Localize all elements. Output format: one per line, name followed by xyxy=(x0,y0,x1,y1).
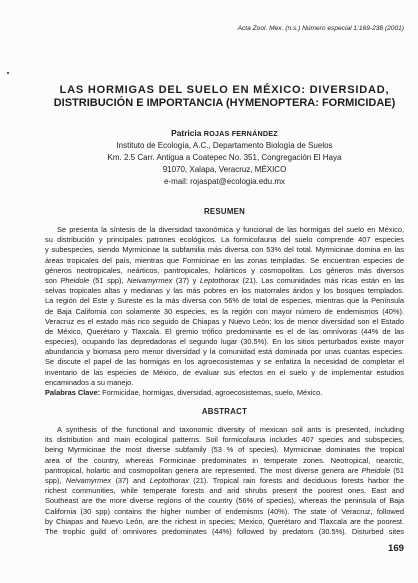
line-text: de México, Querétaro y Tlaxcala. El gremio trófico predominante es el de las omnívoras (44% de las xyxy=(45,326,404,336)
article-title xyxy=(45,84,404,110)
genus-name: Neivamyrmex xyxy=(65,475,112,485)
resumen-line xyxy=(45,296,404,306)
resumen-line xyxy=(45,378,404,388)
line-text: de Baja California con solamente 30 especies, es la región con mayor número de endemismos (40%). xyxy=(45,306,404,316)
author-given-name: Patricia xyxy=(171,128,202,138)
line-text: Se discute el papel de las hormigas en los agroecosistemas y se enfatiza la necesidad de completar el xyxy=(45,357,404,367)
genus-name: Pheidole xyxy=(361,465,391,475)
genus-name: Leptothorax xyxy=(199,275,239,285)
genus-name: Pheidole xyxy=(60,275,90,285)
line-text: spp), xyxy=(45,475,66,485)
resumen-line xyxy=(45,347,404,357)
abstract-line xyxy=(45,486,404,496)
resumen-heading: RESUMEN xyxy=(203,207,246,216)
resumen-line xyxy=(45,286,404,296)
keywords-label: Palabras Clave: xyxy=(45,388,101,397)
abstract-line xyxy=(45,456,404,466)
abstract-line xyxy=(45,466,404,476)
genus-name: Leptothorax xyxy=(149,475,189,485)
line-text: pantropical, holartic and cosmopolitan genera are represented. The most diverse genera are xyxy=(45,465,362,475)
title-line: DISTRIBUCIÓN E IMPORTANCIA (HYMENOPTERA: FORMICIDAE) xyxy=(53,97,396,109)
resumen-line xyxy=(45,256,404,266)
resumen-line xyxy=(45,225,404,235)
line-text: su distribución y principales patrones ecológicos. La formicofauna del suelo comprende 407 especies xyxy=(45,235,404,245)
address-street: Km. 2.5 Carr. Antigua a Coatepec No. 351, Congregación El Haya xyxy=(107,153,342,162)
line-text: selvas tropicales altas y medianas y las más pobres en los matorrales áridos y los bosques templados. xyxy=(45,286,404,296)
author-line xyxy=(45,128,404,138)
line-text: (21). Las comunidades más ricas están en las xyxy=(238,275,404,285)
line-text: encaminados a su manejo. xyxy=(45,377,134,387)
affiliation xyxy=(45,140,404,188)
abstract-line xyxy=(45,445,404,455)
abstract-line xyxy=(45,476,404,486)
line-text: La región del Este y Sureste es la más diversa con 56% de total de especies, mientras que la Península xyxy=(45,296,404,306)
resumen-line xyxy=(45,317,404,327)
resumen-line xyxy=(45,357,404,367)
line-text: géneros neotropicales, neárticos, pantropicales, holárticos y cosmopolitas. Los géneros más diversos xyxy=(45,265,404,275)
line-text: inventario de las especies de México, de evaluar sus efectos en el suelo y de implementar estudios xyxy=(45,367,404,377)
keywords xyxy=(45,388,404,398)
abstract-line xyxy=(45,507,404,517)
institution: Instituto de Ecología, A.C., Departamento Biología de Suelos xyxy=(116,141,333,150)
line-text: y subespecies, siendo Myrmicinae la subfamilia más diversa con 53% del total. Myrmicinae domina en las xyxy=(45,245,404,255)
line-text: especies), ocupando las depredadoras el segundo lugar (30.5%). En los sitios perturbados existe mayor xyxy=(45,337,404,347)
line-text: (37) y xyxy=(172,275,200,285)
line-text: son xyxy=(45,275,61,285)
resumen-line xyxy=(45,327,404,337)
genus-name: Neivamyrmex xyxy=(127,275,173,285)
abstract-line xyxy=(45,435,404,445)
address-city: 91070, Xalapa, Veracruz, MÉXICO xyxy=(162,165,287,174)
scan-speck xyxy=(7,72,9,74)
line-text: California (30 spp) contains the higher number of endemisms (40%). The state of Veracruz, followed xyxy=(45,506,404,516)
line-text: (51 spp), xyxy=(89,275,128,285)
resumen-line xyxy=(45,235,404,245)
line-text: its distribution and main ecological patterns. Soil formicofauna includes 407 species and subspecies, xyxy=(45,435,404,445)
abstract-line xyxy=(45,496,404,506)
journal-header: Acta Zool. Mex. (n.s.) Número especial 1:169-238 (2001) xyxy=(237,25,404,32)
line-text: abundancia y biomasa pero menor diversidad y la comunidad está dominada por unas cuantas especies. xyxy=(45,347,404,357)
resumen-line xyxy=(45,276,404,286)
resumen-line xyxy=(45,266,404,276)
resumen-line xyxy=(45,337,404,347)
line-text: (37) and xyxy=(111,475,150,485)
abstract-line xyxy=(45,517,404,527)
resumen-line xyxy=(45,245,404,255)
abstract-heading: ABSTRACT xyxy=(201,407,248,416)
line-text: by Chiapas and Nuevo León, are the richest in species; Mexico, Querétaro and Tlaxcala are the poorest. xyxy=(45,516,404,526)
title-line: LAS HORMIGAS DEL SUELO EN MÉXICO: DIVERSIDAD, xyxy=(59,84,390,96)
resumen-line xyxy=(45,368,404,378)
line-text: Southeast are the more diverse regions of the country (56% of species), whereas the peninsula of Baja xyxy=(45,496,404,506)
line-text: Veracruz es el estado más rico seguido de Chiapas y Nuevo León; los de menor diversidad son el Estado xyxy=(45,316,404,326)
email: e-mail: rojaspat@ecologia.edu.mx xyxy=(163,177,286,186)
resumen-line xyxy=(45,307,404,317)
line-text: (21). Tropical rain forests and deciduous forests harbor the xyxy=(188,475,404,485)
abstract-body xyxy=(45,425,404,537)
resumen-body xyxy=(45,225,404,388)
keywords-text: Formicidae, hormigas, diversidad, agroecosistemas, suelo, México. xyxy=(102,388,323,397)
page-number: 169 xyxy=(387,543,404,554)
line-text: Se presenta la síntesis de la diversidad taxonómica y funcional de las hormigas del suelo en México, xyxy=(57,225,404,234)
author-surname: ROJAS FERNÁNDEZ xyxy=(203,129,278,138)
line-text: richest communities, while temperate forests and arid shrubs present the poorest ones. East and xyxy=(45,486,404,496)
line-text: being Myrmicinae the most diverse subfamily (53 % of species). Myrmicinae dominates the tropical xyxy=(45,445,404,455)
abstract-line xyxy=(45,527,404,537)
line-text: A synthesis of the functional and taxonomic diversity of mexican soil ants is presented, including xyxy=(57,425,404,434)
line-text: áreas tropicales del país, mientras que Formicinae en las zonas templadas. Se encuentran especies de xyxy=(45,255,404,265)
line-text: area of the country, whereas Formicinae predominates in temperate zones. Neotropical, nearctic, xyxy=(45,455,404,465)
line-text: The trophic guild of omnivores predominates (44%) followed by predators (30.5%). Disturbed sites xyxy=(45,526,404,536)
abstract-line xyxy=(45,425,404,435)
line-text: (51 xyxy=(390,465,404,475)
